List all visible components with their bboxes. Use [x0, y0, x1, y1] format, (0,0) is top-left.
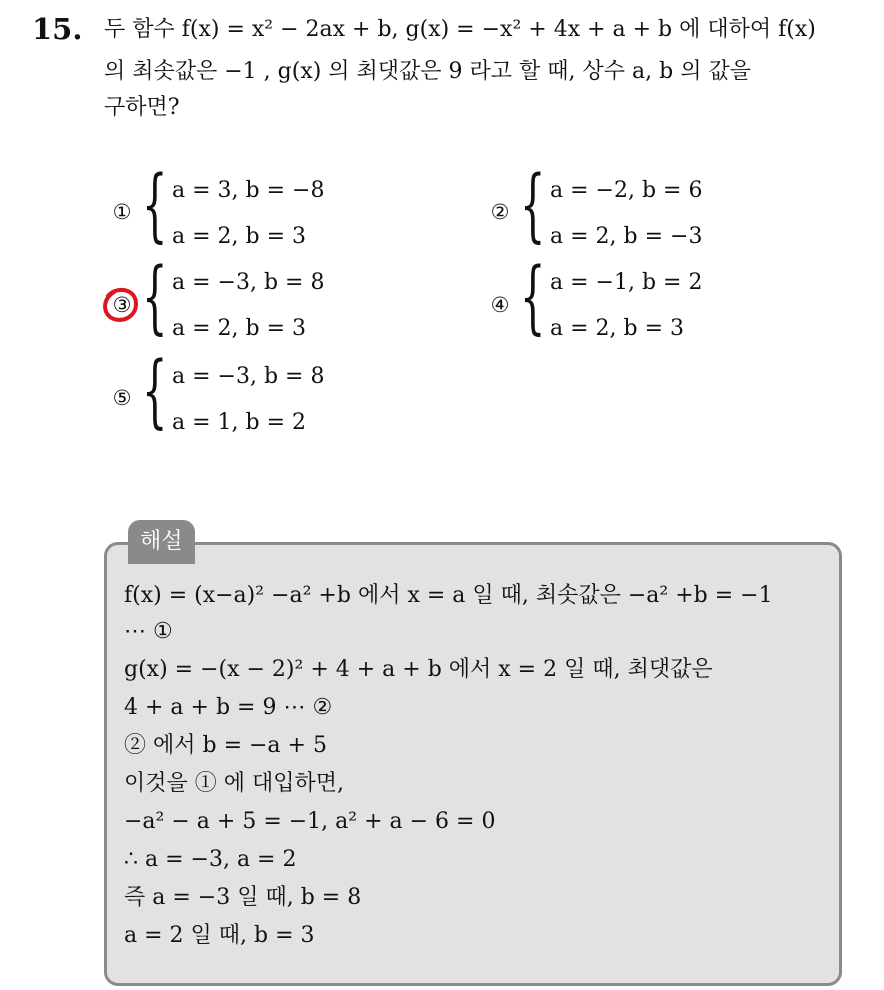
solution-line: g(x) = −(x − 2)² + 4 + a + b 에서 x = 2 일 때, 최댓값은: [124, 657, 713, 682]
choice-3-label: ③: [112, 293, 132, 317]
solution-line: 4 + a + b = 9 ⋯ ②: [124, 695, 333, 720]
choice-1-label: ①: [112, 200, 132, 224]
choice-5-line-1: a = −3, b = 8: [172, 364, 325, 389]
solution-line: −a² − a + 5 = −1, a² + a − 6 = 0: [124, 809, 496, 834]
solution-line: ② 에서 b = −a + 5: [124, 733, 327, 758]
solution-line: ∴ a = −3, a = 2: [124, 847, 297, 872]
choice-3-line-1: a = −3, b = 8: [172, 270, 325, 295]
choice-4-line-2: a = 2, b = 3: [550, 316, 685, 341]
choice-5-label: ⑤: [112, 386, 132, 410]
solution-line: a = 2 일 때, b = 3: [124, 923, 315, 948]
choice-4-label: ④: [490, 293, 510, 317]
brace-icon: {: [142, 160, 168, 252]
choice-1-line-1: a = 3, b = −8: [172, 178, 325, 203]
brace-icon: {: [520, 160, 546, 252]
brace-icon: {: [142, 252, 168, 344]
choice-2-line-2: a = 2, b = −3: [550, 224, 703, 249]
brace-icon: {: [142, 346, 168, 438]
solution-line: ⋯ ①: [124, 619, 173, 644]
brace-icon: {: [520, 252, 546, 344]
choice-3-line-2: a = 2, b = 3: [172, 316, 307, 341]
solution-line: f(x) = (x−a)² −a² +b 에서 x = a 일 때, 최솟값은 −a² +b = −1: [124, 583, 773, 608]
question-line-1: 두 함수 f(x) = x² − 2ax + b, g(x) = −x² + 4x + a + b 에 대하여 f(x): [104, 17, 816, 42]
solution-line: 이것을 ① 에 대입하면,: [124, 771, 344, 796]
question-line-2: 의 최솟값은 −1 , g(x) 의 최댓값은 9 라고 할 때, 상수 a, b 의 값을: [104, 59, 751, 84]
question-line-3: 구하면?: [104, 95, 180, 120]
question-number: 15.: [32, 12, 83, 46]
choice-2-line-1: a = −2, b = 6: [550, 178, 703, 203]
choice-2-label: ②: [490, 200, 510, 224]
solution-line: 즉 a = −3 일 때, b = 8: [124, 885, 362, 910]
choice-4-line-1: a = −1, b = 2: [550, 270, 703, 295]
choice-1-line-2: a = 2, b = 3: [172, 224, 307, 249]
choice-5-line-2: a = 1, b = 2: [172, 410, 307, 435]
solution-tab: 해설: [128, 520, 195, 564]
